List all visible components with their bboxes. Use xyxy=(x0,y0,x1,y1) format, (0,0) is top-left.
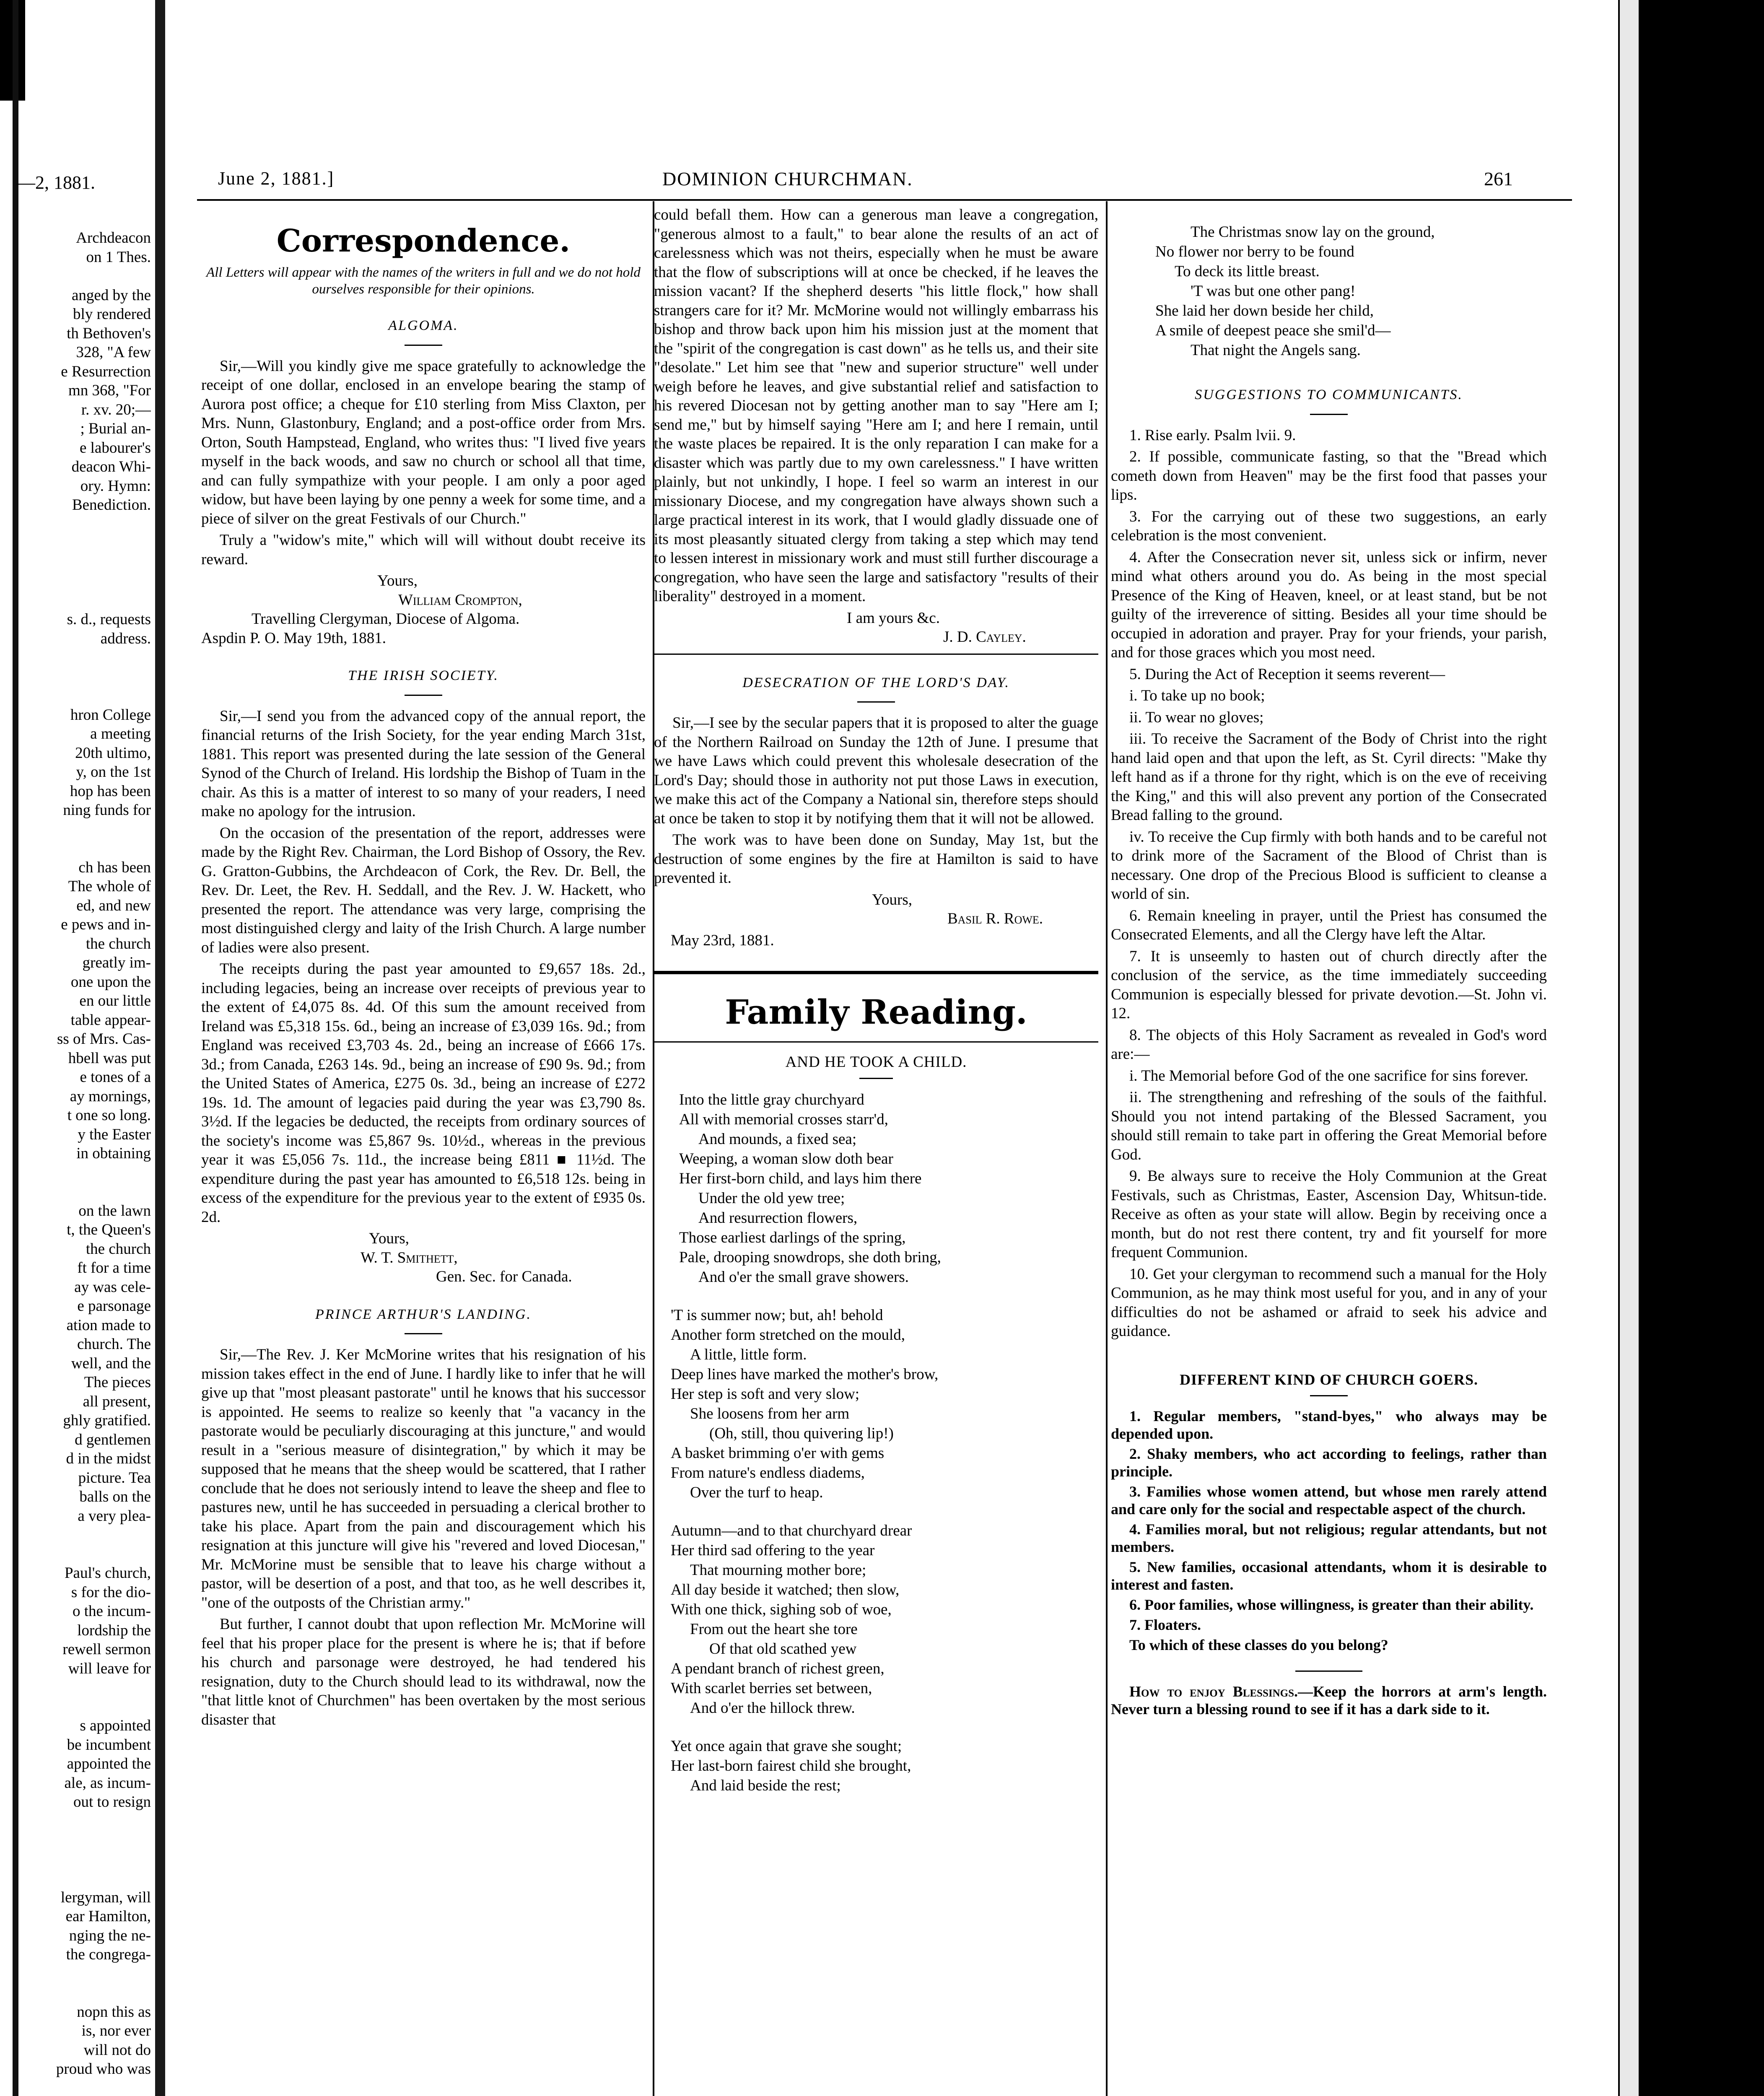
margin-fragment-line: o the incum- xyxy=(72,1603,151,1620)
margin-fragment-line xyxy=(13,820,151,839)
margin-fragment-line: hbell was put xyxy=(68,1049,151,1067)
margin-fragment-line: table appear- xyxy=(70,1011,151,1029)
poem-stanza-3: Autumn—and to that churchyard drear Her third sad offering to the year That mourning mother bore; All day beside it watched; then slow, With one thick, sighing sob of woe, From out the heart she tore Of that old scathed yew A pendant branch of richest green, With scarlet berries set between, And o'er the hillock threw. xyxy=(671,1522,912,1717)
margin-fragment-line: nging the ne- xyxy=(69,1927,151,1944)
algoma-dateline: Aspdin P. O. May 19th, 1881. xyxy=(201,629,386,647)
prince-signature: J. D. Cayley. xyxy=(943,628,1026,646)
irish-title: THE IRISH SOCIETY. xyxy=(348,668,499,683)
church-goer-item: 3. Families whose women attend, but whose men rarely attend and care only for the social and respectable aspect of the church. xyxy=(1111,1483,1547,1518)
margin-fragment-line xyxy=(13,1545,151,1564)
margin-fragment-line: ation made to xyxy=(66,1316,151,1334)
prev-page-date: —2, 1881. xyxy=(17,172,95,193)
suggestion-item: 1. Rise early. Psalm lvii. 9. xyxy=(1129,426,1296,444)
margin-fragment-line: on 1 Thes. xyxy=(86,248,151,266)
algoma-signature: William Crompton, xyxy=(398,591,522,609)
blessings-text: —Keep the horrors at arm's length. Never turn a blessing round to see if it has a dark side to it. xyxy=(1111,1683,1547,1717)
margin-fragment-line: the church xyxy=(86,935,151,952)
suggestion-item: 10. Get your clergyman to recommend such a manual for the Holy Communion, as he may think most useful for you, and in any of your difficulties do not be ashamed or afraid to seek his advice and guidance. xyxy=(1111,1265,1547,1340)
margin-fragment-line xyxy=(13,1182,151,1201)
algoma-body-2: Truly a "widow's mite," which will will without doubt receive its reward. xyxy=(201,532,646,568)
section-rule xyxy=(654,1041,1098,1043)
margin-fragment-line: th Bethoven's xyxy=(67,324,151,342)
suggestion-item: ii. To wear no gloves; xyxy=(1129,708,1264,726)
margin-fragment-line: y the Easter xyxy=(78,1126,151,1143)
margin-fragment-line: balls on the xyxy=(79,1488,151,1505)
margin-fragment-line: ay mornings, xyxy=(70,1087,151,1105)
margin-fragment-line: in obtaining xyxy=(76,1145,151,1162)
running-head-title: DOMINION CHURCHMAN. xyxy=(662,168,913,189)
irish-closing: Yours, xyxy=(369,1230,409,1247)
margin-fragment-line: ; Burial an- xyxy=(80,420,151,437)
margin-fragment-line: be incumbent xyxy=(67,1736,151,1754)
margin-fragment-line: lergyman, will xyxy=(60,1888,151,1906)
divider xyxy=(859,1078,893,1079)
blessings-label: How to enjoy Blessings. xyxy=(1129,1683,1298,1700)
suggestion-item: i. To take up no book; xyxy=(1129,687,1265,704)
correspondence-heading: Correspondence. xyxy=(276,223,571,259)
margin-fragment-line xyxy=(13,1850,151,1869)
suggestion-item: 8. The objects of this Holy Sacrament as revealed in God's word are:— xyxy=(1111,1026,1547,1063)
desecration-p1: Sir,—I see by the secular papers that it is proposed to alter the guage of the Northern Railroad on Sunday the 12th of June. I presume that we have Laws which could prevent this wholesale desecration of the Lord's Day; should those in authority not put those Laws in execution, we make this act of the Company a National sin, therefore steps should at once be taken to stop it by notifying them that it will not be allowed. xyxy=(654,714,1098,827)
margin-fragment-line: s for the dio- xyxy=(71,1583,151,1601)
margin-fragment-line: e pews and in- xyxy=(61,916,151,933)
church-goer-item: To which of these classes do you belong? xyxy=(1129,1637,1388,1653)
irish-p1: Sir,—I send you from the advanced copy of the annual report, the financial returns of the Irish Society, for the year ending March 31st, 1881. This report was presented during the late session of the General Synod of the Church of Ireland. His lordship the Bishop of Tuam in the chair. As this is a matter of interest to so many of your readers, I need make no apology for the intrusion. xyxy=(201,707,646,820)
right-page-edge xyxy=(1618,0,1639,2096)
church-goer-item: 7. Floaters. xyxy=(1129,1616,1201,1633)
algoma-role: Travelling Clergyman, Diocese of Algoma. xyxy=(252,610,520,628)
margin-fragment-line: 20th ultimo, xyxy=(75,744,151,762)
margin-fragment-line: t, the Queen's xyxy=(67,1221,151,1238)
irish-p2: On the occasion of the presentation of the report, addresses were made by the Right Rev. Chairman, the Lord Bishop of Ossory, the Rev. G. Gratton-Gubbins, the Archdeacon of Cork, the Rev. Dr. Bell, the Rev. Dr. Leet, the Rev. H. Seddall, and the Rev. J. W. Hackett, who presented the report. The attendance was very large, comprising the most distinguished clergy and laity of the Irish Church. A large number of ladies were also present. xyxy=(201,824,646,956)
church-goers-list xyxy=(1111,1407,1547,1654)
margin-fragment-line xyxy=(13,1831,151,1850)
margin-fragment-line xyxy=(13,667,151,687)
margin-fragment-line: t one so long. xyxy=(67,1107,151,1124)
margin-fragment-line: the congrega- xyxy=(66,1946,151,1963)
margin-fragment-line: address. xyxy=(100,630,151,647)
margin-fragment-line: lordship the xyxy=(77,1621,151,1639)
algoma-closing: Yours, xyxy=(377,572,418,589)
poem-stanza-5: The Christmas snow lay on the ground, No flower nor berry to be found To deck its little breast. 'T was but one other pang! She laid her down beside her child, A smile of deepest peace she smil'd— That night the Angels sang. xyxy=(1155,223,1435,359)
margin-fragment-line: all present, xyxy=(83,1393,151,1410)
margin-fragment-line: will not do xyxy=(83,2041,151,2059)
margin-fragment-line xyxy=(13,1525,151,1545)
algoma-title: ALGOMA. xyxy=(388,318,459,333)
margin-fragment-line: picture. Tea xyxy=(78,1469,151,1486)
margin-fragment-line xyxy=(13,648,151,667)
margin-fragment-line: on the lawn xyxy=(78,1202,151,1219)
irish-role: Gen. Sec. for Canada. xyxy=(436,1268,572,1285)
margin-fragment-line: one upon the xyxy=(70,973,151,991)
margin-fragment-line: ss of Mrs. Cas- xyxy=(57,1030,151,1048)
suggestion-item: 7. It is unseemly to hasten out of church directly after the conclusion of the service, as the time immediately succeeding Communion is especially blessed for private devotion.—St. John vi. 12. xyxy=(1111,947,1547,1022)
poem-stanza-2: 'T is summer now; but, ah! behold Another form stretched on the mould, A little, little form. Deep lines have marked the mother's brow, Her step is soft and very slow; She loosens from her arm (Oh, still, thou quivering lip!) A basket brimming o'er with gems From nature's endless diadems, Over the turf to heap. xyxy=(671,1306,939,1501)
suggestions-title: SUGGESTIONS TO COMMUNICANTS. xyxy=(1195,387,1463,402)
desecration-title: DESECRATION OF THE LORD'S DAY. xyxy=(742,674,1010,690)
prince-closing: I am yours &c. xyxy=(847,609,940,627)
running-head-date: June 2, 1881.] xyxy=(218,168,335,189)
margin-fragment-line xyxy=(13,1697,151,1717)
suggestion-item: iii. To receive the Sacrament of the Body of Christ into the right hand laid open and that upon the left, as St. Cyril directs: "Make thy left hand as if a throne for thy right, which is on the eve of receiving the King," and this will also prevent any portion of the Consecrated Bread falling to the ground. xyxy=(1111,730,1547,824)
margin-fragment-line: greatly im- xyxy=(82,954,151,971)
margin-fragment-line: will leave for xyxy=(68,1660,151,1677)
margin-fragment-line: anged by the xyxy=(71,286,151,304)
desecration-signature: Basil R. Rowe. xyxy=(947,910,1043,927)
suggestion-item: 9. Be always sure to receive the Holy Communion at the Great Festivals, such as Christmas, Easter, Ascension Day, Whitsun-tide. Receive as often as your state will allow. Begin by receiving once a month, but do not rest there content, try and fit yourself for more frequent Communion. xyxy=(1111,1167,1547,1261)
margin-fragment-line: nopn this as xyxy=(77,2003,151,2021)
suggestions-list xyxy=(1111,426,1547,1341)
margin-fragment-line: ning funds for xyxy=(63,802,151,819)
prince-p1: Sir,—The Rev. J. Ker McMorine writes that his resignation of his mission takes effect in the end of June. I hardly like to infer that he will give up that "most pleasant pastorate" until he knows that his successor is appointed. He seems to realize so keenly that "a vacancy in the pastorate would be peculiarly discouraging at this juncture," and would result in a "serious measure of disintegration," by which it may be supposed that he means that the sheep would be scattered, that I rather conclude that he does not seriously intend to leave the sheep and flee to pastures new, until he has succeeded in persuading a clerical brother to take his place. Apart from the pain and discouragement which his resignation at this juncture will give his "revered and loved Diocesan," Mr. McMorine must be sensible that to leave his charge without a pastor, will be desertion of a post, and that too, as he well describes it, "one of the outposts of the Christian army." xyxy=(201,1346,646,1611)
column-2 xyxy=(654,205,1098,1795)
divider xyxy=(405,345,442,346)
church-goer-item: 1. Regular members, "stand-byes," who always may be depended upon. xyxy=(1111,1408,1547,1442)
margin-fragment-line: ghly gratified. xyxy=(63,1412,151,1429)
previous-page-fragments xyxy=(13,228,151,2079)
desecration-closing: Yours, xyxy=(872,891,912,908)
margin-fragment-line: bly rendered xyxy=(73,306,151,323)
margin-fragment-line: The pieces xyxy=(84,1374,151,1391)
margin-fragment-line xyxy=(13,572,151,591)
family-reading-heading: Family Reading. xyxy=(725,992,1027,1032)
margin-fragment-line xyxy=(13,534,151,553)
margin-fragment-line: a meeting xyxy=(90,725,151,742)
margin-fragment-line: r. xv. 20;— xyxy=(81,401,151,418)
margin-fragment-line: d gentlemen xyxy=(75,1431,151,1448)
margin-fragment-line: ft for a time xyxy=(77,1259,151,1276)
margin-fragment-line: s appointed xyxy=(80,1717,151,1734)
margin-fragment-line xyxy=(13,591,151,610)
margin-fragment-line: Archdeacon xyxy=(76,229,151,246)
divider xyxy=(405,695,442,696)
irish-p3: The receipts during the past year amounted to £9,657 18s. 2d., including legacies, being an increase over receipts of previous year to the extent of £4,075 8s. 4d. Of this sum the amount received from Ireland was £5,318 15s. 6d., being an increase of £3,039 16s. 9d.; from England was received £3,703 4s. 2d., being an increase of £666 17s. 3d.; from Canada, £263 14s. 9d., being an increase of £90 9s. 9d.; from the United States of America, £275 0s. 3d., being an increase of £272 19s. 1d. The amount of legacies paid during the year was £3,790 8s. 3½d. If the legacies be deducted, the receipts from ordinary sources of the society's income was £5,867 9s. 10½d., whereas in the previous year it was £5,056 7s. 11d., the increase being £811 ■ 11½d. The expenditure during the past year has amounted to £6,518 12s. being in excess of the expenditure for the previous year to the extent of £935 0s. 2d. xyxy=(201,960,646,1226)
suggestion-item: ii. The strengthening and refreshing of the souls of the faithful. Should you not intend partaking of the Blessed Sacrament, you should still remain to take part in offering the Great Memorial before God. xyxy=(1111,1089,1547,1163)
margin-fragment-line: hop has been xyxy=(70,782,151,800)
suggestion-item: iv. To receive the Cup firmly with both hands and to be careful not to drink more of the Sacrament of the Blood of Christ than is necessary. One drop of the Precious Blood is sufficient to cleanse a world of sin. xyxy=(1111,828,1547,903)
divider xyxy=(1310,414,1348,415)
margin-fragment-line: rewell sermon xyxy=(62,1641,151,1658)
poem-stanza-1: Into the little gray churchyard All with memorial crosses starr'd, And mounds, a fixed sea; Weeping, a woman slow doth bear Her first-born child, and lays him there Under the old yew tree; And resurrection flowers, Those earliest darlings of the spring, Pale, drooping snowdrops, she doth bring, And o'er the small grave showers. xyxy=(679,1091,941,1286)
margin-fragment-line: d in the midst xyxy=(66,1450,151,1467)
margin-fragment-line xyxy=(13,553,151,572)
margin-fragment-line xyxy=(13,1163,151,1183)
right-scan-border xyxy=(1637,0,1764,2096)
suggestion-item: 4. After the Consecration never sit, unless sick or infirm, never mind what others around you do. As being in the most special Presence of the King of Heaven, kneel, or at least stand, but be not guilty of the irreverence of sitting. Besides all your time should be occupied in adoration and prayer. Pray for your friends, your parish, and for those graces which you most need. xyxy=(1111,548,1547,661)
margin-fragment-line: Benediction. xyxy=(72,496,151,514)
margin-fragment-line: e labourer's xyxy=(79,439,151,457)
margin-fragment-line: is, nor ever xyxy=(81,2022,151,2039)
margin-fragment-line xyxy=(13,267,151,286)
column-1 xyxy=(201,222,646,1732)
margin-fragment-line xyxy=(13,1983,151,2003)
church-goer-item: 2. Shaky members, who act according to feelings, rather than principle. xyxy=(1111,1445,1547,1480)
margin-fragment-line: proud who was xyxy=(56,2060,151,2078)
correspondence-notice: All Letters will appear with the names of the writers in full and we do not hold ourselves responsible for their opinions. xyxy=(206,265,641,297)
church-goers-title: DIFFERENT KIND OF CHURCH GOERS. xyxy=(1179,1371,1479,1388)
margin-fragment-line xyxy=(13,1678,151,1697)
church-goer-item: 5. New families, occasional attendants, whom it is desirable to interest and fasten. xyxy=(1111,1559,1547,1593)
margin-fragment-line: church. The xyxy=(77,1336,151,1353)
prince-p2: But further, I cannot doubt that upon reflection Mr. McMorine will feel that his proper place for the present is where he is; that if before his church and parsonage were destroyed, he had tendered his resignation, duty to the Church should lead to its withdrawal, now the "that little knot of Churchmen" has been overtaken by the most serious disaster that xyxy=(201,1616,646,1728)
head-rule xyxy=(197,199,1572,201)
prince-p3: could befall them. How can a generous man leave a congregation, "generous almost to a fault," to bear alone the results of an act of carelessness which was not theirs, especially when he must be aware that the flow of subscriptions will at once be checked, if he leaves the mission vacant? If the shepherd deserts "his little flock," how shall strangers care for it? Mr. McMorine would not willingly embarrass his bishop and throw back upon him his mission just at the moment that the "spirit of the congregation is cast down" as he tells us, and their site "desolate." Let him see that "new and superior structure" well under weigh before he leaves, and give substantial relief and satisfaction to his revered Diocesan not by getting another man to say "Here am I; send me," but by himself saying "Here am I; and here I remain, until the waste places be repaired. It is the only reparation I can make for a disaster which was partly due to my own carelessness." I have written plainly, but not unkindly, I hope. I feel so warm an interest in our missionary Diocese, and my congregation have always shown such a large practical interest in its work, that I would gladly dissuade one of its most pleasantly situated clergy from taking a step which may tend to lessen interest in missionary work and must still further discourage a congregation, who have seen the large and satisfactory "results of their liberality" destroyed in a moment. xyxy=(654,206,1098,605)
margin-fragment-line: The whole of xyxy=(68,878,151,895)
margin-fragment-line: the church xyxy=(86,1240,151,1258)
margin-fragment-line: e parsonage xyxy=(77,1297,151,1315)
margin-fragment-line: Paul's church, xyxy=(64,1564,151,1582)
margin-fragment-line: e Resurrection xyxy=(61,363,151,380)
divider xyxy=(405,1333,442,1334)
margin-fragment-line: ay was cele- xyxy=(74,1278,151,1296)
margin-fragment-line: e tones of a xyxy=(80,1069,151,1086)
margin-fragment-line: a very plea- xyxy=(78,1507,151,1525)
suggestion-item: 3. For the carrying out of these two suggestions, an early celebration is the most convenient. xyxy=(1111,508,1547,544)
divider xyxy=(1295,1671,1362,1672)
desecration-dateline: May 23rd, 1881. xyxy=(671,931,774,949)
suggestion-item: 5. During the Act of Reception it seems reverent— xyxy=(1129,665,1445,683)
divider xyxy=(857,701,895,703)
margin-fragment-line: well, and the xyxy=(71,1354,151,1372)
margin-fragment-line: ed, and new xyxy=(76,897,151,914)
margin-fragment-line: s. d., requests xyxy=(67,611,151,628)
margin-fragment-line: y, on the 1st xyxy=(76,763,151,781)
margin-fragment-line: ear Hamilton, xyxy=(65,1908,151,1925)
suggestion-item: 6. Remain kneeling in prayer, until the Priest has consumed the Consecrated Elements, and all the Clergy have left the Altar. xyxy=(1111,907,1547,943)
margin-fragment-line xyxy=(13,1964,151,1984)
margin-fragment-line xyxy=(13,1869,151,1888)
desecration-p2: The work was to have been done on Sunday, May 1st, but the destruction of some engines by the fire at Hamilton is said to have prevented it. xyxy=(654,831,1098,887)
church-goer-item: 6. Poor families, whose willingness, is greater than their ability. xyxy=(1129,1596,1534,1613)
algoma-body: Sir,—Will you kindly give me space gratefully to acknowledge the receipt of one dollar, enclosed in an envelope bearing the stamp of Aurora post office; a cheque for £10 sterling from Miss Claxton, per Mrs. Nunn, Glastonbury, England; and a post-office order from Mrs. Orton, South Hampstead, England, who writes thus: "I lived five years myself in the back woods, and saw no church or school all that time, and can fully sympathize with your people. I am only a poor aged widow, but have been laying by one penny a week for some time, and a piece of silver on the great Festivals of our Church." xyxy=(201,357,646,527)
margin-fragment-line xyxy=(13,1812,151,1831)
binding-shadow xyxy=(155,0,165,2096)
prince-title: PRINCE ARTHUR'S LANDING. xyxy=(315,1306,532,1322)
margin-fragment-line: appointed the xyxy=(67,1755,151,1772)
section-rule-heavy xyxy=(654,971,1098,974)
column-rule-2 xyxy=(1106,201,1108,2096)
margin-fragment-line xyxy=(13,686,151,706)
margin-fragment-line: mn 368, "For xyxy=(68,382,151,399)
poem-stanza-4: Yet once again that grave she sought; Her last-born fairest child she brought, And laid beside the rest; xyxy=(671,1737,911,1794)
margin-fragment-line: 328, "A few xyxy=(76,344,151,361)
margin-fragment-line: ch has been xyxy=(78,859,151,876)
divider xyxy=(1310,1395,1348,1396)
margin-fragment-line: out to resign xyxy=(73,1793,151,1811)
suggestion-item: i. The Memorial before God of the one sacrifice for sins forever. xyxy=(1129,1067,1528,1084)
suggestion-item: 2. If possible, communicate fasting, so that the "Bread which cometh down from Heaven" may be the first food that passes your lips. xyxy=(1111,448,1547,503)
section-rule xyxy=(654,654,1098,655)
margin-fragment-line: hron College xyxy=(70,706,151,724)
running-head-page: 261 xyxy=(1484,168,1513,189)
church-goer-item: 4. Families moral, but not religious; regular attendants, but not members. xyxy=(1111,1521,1547,1555)
margin-fragment-line: ale, as incum- xyxy=(64,1774,151,1792)
blessings-note xyxy=(1111,1683,1547,1718)
margin-fragment-line: ory. Hymn: xyxy=(80,477,151,495)
margin-fragment-line: en our little xyxy=(79,992,151,1009)
poem-title: AND HE TOOK A CHILD. xyxy=(785,1053,967,1071)
margin-fragment-line: deacon Whi- xyxy=(71,458,151,475)
margin-fragment-line xyxy=(13,515,151,534)
margin-fragment-line xyxy=(13,839,151,858)
column-3 xyxy=(1111,222,1547,1720)
irish-signature: W. T. Smithett, xyxy=(361,1249,458,1266)
